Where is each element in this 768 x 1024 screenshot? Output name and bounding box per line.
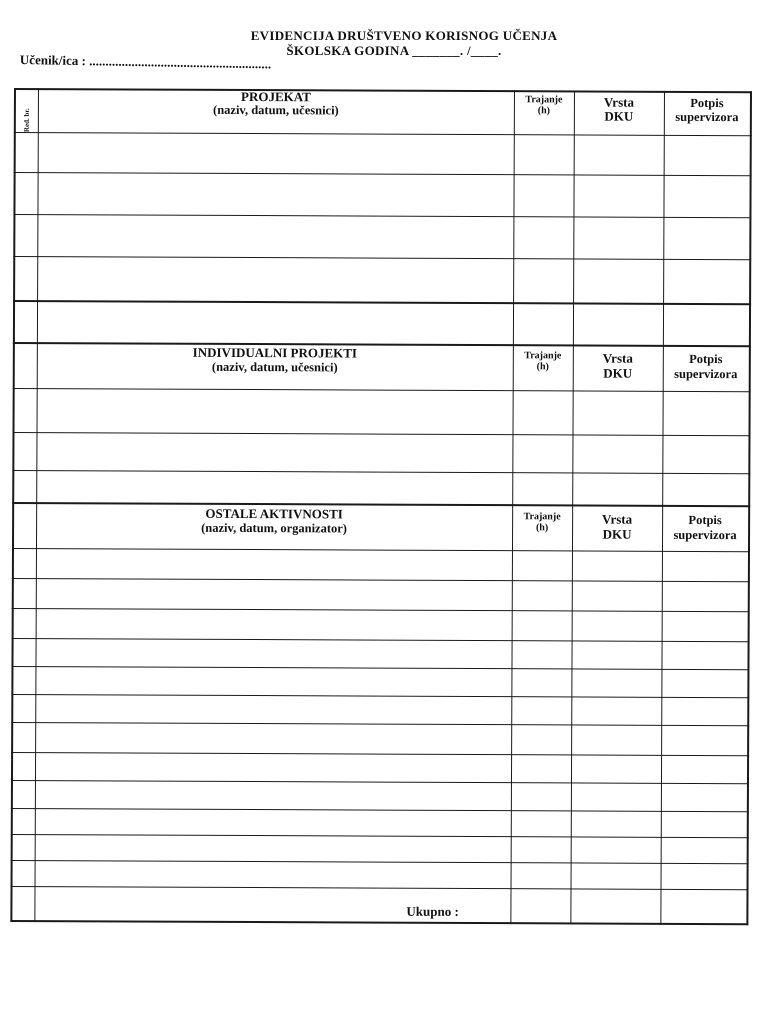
total-label: Ukupno : <box>406 903 459 919</box>
row-line <box>12 470 750 475</box>
section-individualni-signature-2: supervizora <box>674 366 738 382</box>
section-projekat-type-2: DKU <box>604 108 634 124</box>
section-individualni-signature-1: Potpis <box>689 351 723 367</box>
row-line <box>13 256 751 261</box>
school-year-line: ŠKOLSKA GODINA _______. /____. <box>286 43 502 58</box>
row-line <box>13 388 751 393</box>
section-projekat-signature-1: Potpis <box>690 95 724 111</box>
row-line <box>11 666 749 671</box>
section-projekat-duration-unit: (h) <box>537 105 551 117</box>
dku-record-table <box>10 88 752 925</box>
table-border-bottom <box>10 920 748 925</box>
section-individualni-type-2: DKU <box>603 365 633 381</box>
section-ostale-subtitle: (naziv, datum, organizator) <box>201 520 348 536</box>
row-line <box>12 578 750 583</box>
section-projekat-type-1: Vrsta <box>603 94 635 110</box>
section-individualni-type-1: Vrsta <box>602 350 633 366</box>
section-projekat-signature-2: supervizora <box>675 109 739 125</box>
section-projekat-title: PROJEKAT <box>241 88 311 105</box>
section-individualni-title: INDIVIDUALNI PROJEKTI <box>192 344 358 361</box>
row-line <box>11 722 749 727</box>
row-line <box>11 694 749 699</box>
row-line <box>14 172 752 177</box>
section-ostale-signature-1: Potpis <box>688 512 722 528</box>
row-line <box>12 548 750 553</box>
row-line <box>11 860 749 865</box>
student-name-line: Učenik/ica : ........................................................ <box>19 52 272 72</box>
section-ostale-type-1: Vrsta <box>602 511 633 527</box>
row-line <box>11 780 749 785</box>
row-line <box>12 638 750 643</box>
row-line <box>11 752 749 757</box>
row-line <box>12 608 750 613</box>
section-ostale-type-2: DKU <box>602 526 632 542</box>
section-projekat-duration: Trajanje <box>525 94 563 106</box>
row-line <box>13 214 751 219</box>
row-line <box>14 132 752 137</box>
section-individualni-duration-unit: (h) <box>536 361 549 373</box>
row-line <box>11 834 749 839</box>
row-line <box>11 808 749 813</box>
section-ostale-duration: Trajanje <box>523 511 561 523</box>
section-ostale-title: OSTALE AKTIVNOSTI <box>205 505 343 522</box>
section-individualni-duration: Trajanje <box>524 350 562 362</box>
row-line <box>12 432 750 437</box>
row-line <box>13 300 751 305</box>
row-line <box>11 886 749 891</box>
section-individualni-subtitle: (naziv, datum, učesnici) <box>211 359 338 375</box>
row-number-header: Red. br. <box>22 108 31 133</box>
form-title: EVIDENCIJA DRUŠTVENO KORISNOG UČENJA <box>250 28 558 43</box>
section-ostale-signature-2: supervizora <box>673 527 737 543</box>
section-projekat-subtitle: (naziv, datum, učesnici) <box>213 102 339 118</box>
section-ostale-duration-unit: (h) <box>535 522 549 534</box>
